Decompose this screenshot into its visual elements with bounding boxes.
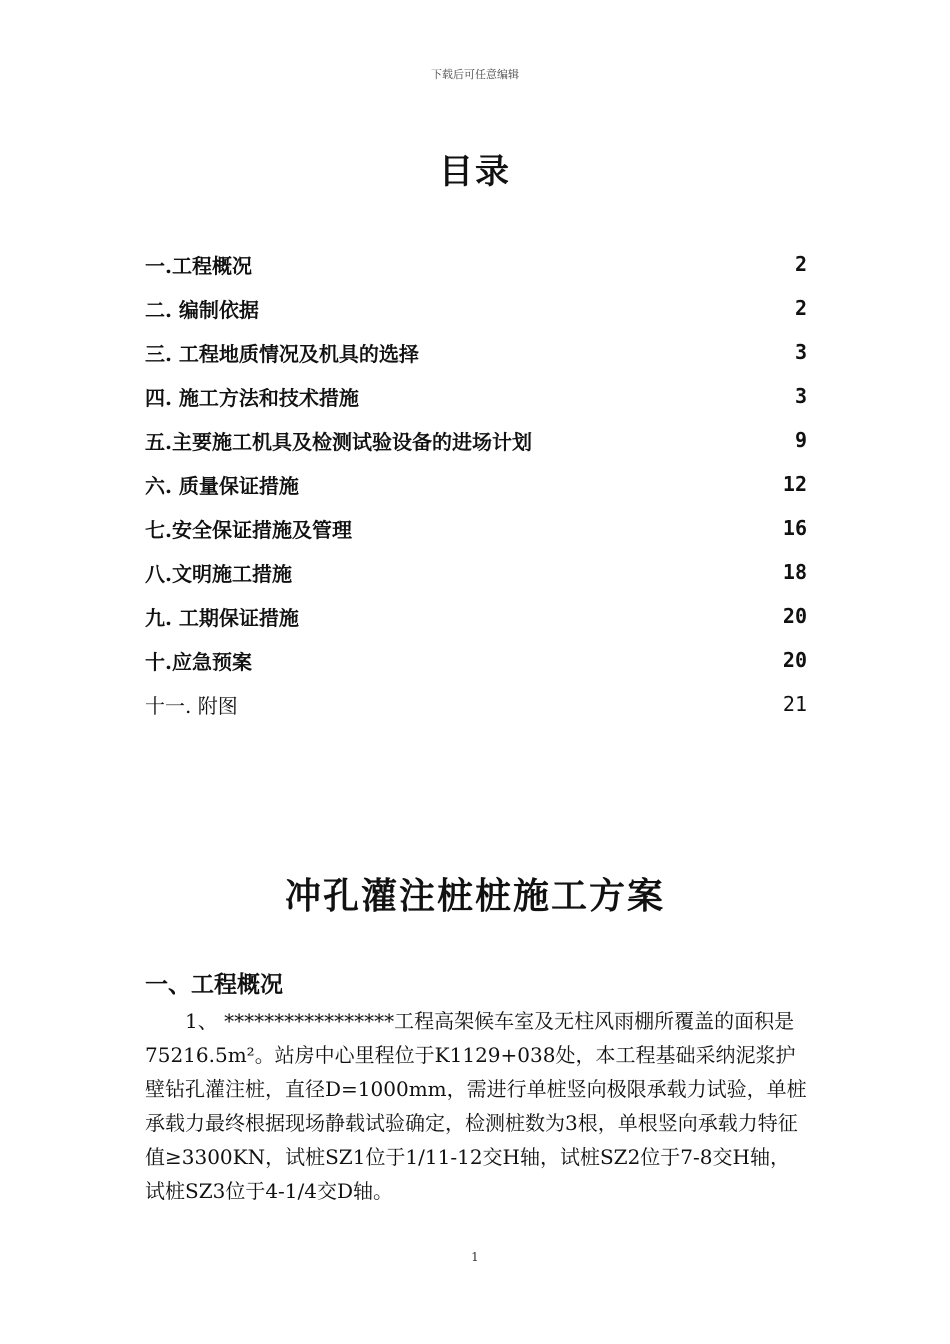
toc-entry-label: 六. 质量保证措施 (145, 473, 299, 498)
toc-entry-page: 12 (782, 472, 807, 496)
toc-entry-label: 七.安全保证措施及管理 (145, 517, 352, 542)
toc-entry[interactable] (145, 594, 807, 638)
toc-entry-page: 16 (782, 516, 807, 540)
toc-entry[interactable] (145, 462, 807, 506)
page-number: 1 (471, 1250, 479, 1264)
toc-entry-label: 八.文明施工措施 (145, 561, 292, 586)
toc-entry-label: 四. 施工方法和技术措施 (145, 385, 359, 410)
toc-entry-page: 2 (794, 296, 807, 320)
toc-entry[interactable] (145, 682, 807, 726)
toc-entry-page: 3 (794, 384, 807, 408)
toc-entry[interactable] (145, 330, 807, 374)
toc-entry-page: 9 (794, 428, 807, 452)
toc-entry-label: 二. 编制依据 (145, 297, 259, 322)
table-of-contents (145, 242, 807, 726)
header-note: 下载后可任意编辑 (431, 68, 519, 81)
toc-entry-label: 三. 工程地质情况及机具的选择 (145, 341, 419, 366)
toc-title: 目录 (439, 152, 511, 192)
toc-entry[interactable] (145, 418, 807, 462)
toc-entry-label: 一.工程概况 (145, 253, 252, 278)
toc-entry-label: 九. 工期保证措施 (145, 605, 299, 630)
toc-entry[interactable] (145, 374, 807, 418)
toc-entry[interactable] (145, 638, 807, 682)
toc-entry[interactable] (145, 506, 807, 550)
toc-entry-page: 18 (782, 560, 807, 584)
toc-entry-page: 2 (794, 252, 807, 276)
toc-entry-label: 十.应急预案 (145, 649, 252, 674)
toc-entry[interactable] (145, 242, 807, 286)
toc-entry-page: 3 (794, 340, 807, 364)
paragraph: 1、 *****************工程高架候车室及无柱风雨棚所覆盖的面积是75216.5m²。站房中心里程位于K1129+038处，本工程基础采纳泥浆护壁钻孔灌注桩，直径D=1000mm，需进行单桩竖向极限承载力试验，单桩承载力最终根据现场静载试验确定，检测桩数为3根，单根竖向承载力特征值≥3300KN，试桩SZ1位于1/11-12交H轴，试桩SZ2位于7-8交H轴，试桩SZ3位于4-1/4交D轴。 (145, 1009, 807, 1203)
toc-entry-page: 20 (782, 648, 807, 672)
document-title: 冲孔灌注桩桩施工方案 (284, 875, 665, 917)
toc-entry[interactable] (145, 286, 807, 330)
toc-entry-page: 21 (782, 692, 807, 716)
section-heading: 一、工程概况 (145, 972, 283, 998)
toc-entry-page: 20 (782, 604, 807, 628)
body-text (145, 1004, 807, 1208)
toc-entry[interactable] (145, 550, 807, 594)
toc-entry-label: 五.主要施工机具及检测试验设备的进场计划 (145, 429, 532, 454)
toc-entry-label: 十一. 附图 (145, 693, 238, 718)
